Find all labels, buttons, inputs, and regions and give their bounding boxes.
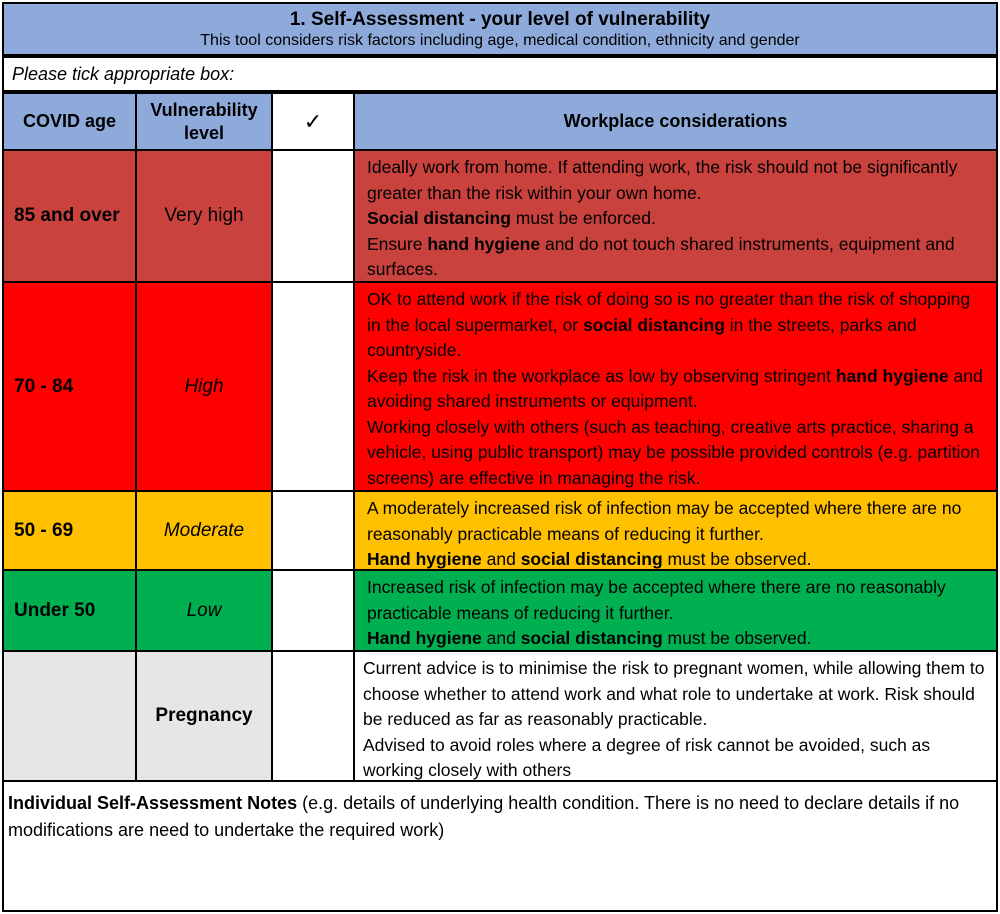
- consideration-text: must be observed.: [662, 549, 812, 569]
- consideration-text: Advised to avoid roles where a degree of risk cannot be avoided, such as working closely with others: [363, 734, 931, 780]
- row-age-85-plus: 85 and over: [2, 149, 137, 283]
- considerations-very-high: [353, 149, 998, 283]
- consideration-emphasis: hand hygiene: [427, 233, 541, 254]
- consideration-line: [367, 575, 988, 626]
- consideration-text: Increased risk of infection may be accepted where there are no reasonably practicable means of reducing it further.: [367, 577, 946, 623]
- row-age-under-50: Under 50: [2, 569, 137, 652]
- row-age-pregnancy: [2, 650, 137, 782]
- consideration-text: Working closely with others (such as teaching, creative arts practice, sharing a vehicle, using public transport) may be possible provided controls (e.g. partition screens) are effective in managing the risk.: [367, 416, 980, 488]
- consideration-line: [367, 496, 988, 547]
- consideration-emphasis: social distancing: [582, 314, 725, 335]
- consideration-text: Keep the risk in the workplace as low by observing stringent: [367, 365, 836, 386]
- considerations-high: [353, 281, 998, 492]
- consideration-line: [363, 733, 988, 784]
- tick-box-high[interactable]: [271, 281, 355, 492]
- consideration-text: Current advice is to minimise the risk to pregnant women, while allowing them to choose whether to attend work and what role to undertake at work. Risk should be reduced as far as reasonably practicable.: [363, 658, 985, 729]
- col-header-workplace-considerations: Workplace considerations: [353, 92, 998, 151]
- consideration-text: in the streets, parks and countryside.: [367, 314, 917, 360]
- consideration-line: [363, 656, 988, 733]
- consideration-emphasis: social distancing: [520, 549, 663, 569]
- tick-box-pregnancy[interactable]: [271, 650, 355, 782]
- row-level-low: Low: [135, 569, 273, 652]
- consideration-text: A moderately increased risk of infection may be accepted where there are no reasonably practicable means of reducing it further.: [367, 498, 962, 544]
- consideration-text: and: [481, 549, 521, 569]
- form-subtitle: This tool considers risk factors including age, medical condition, ethnicity and gender: [200, 32, 800, 49]
- consideration-text: and avoiding shared instruments or equipment.: [367, 365, 983, 411]
- row-age-50-69: 50 - 69: [2, 490, 137, 571]
- consideration-text: Ideally work from home. If attending work, the risk should not be significantly greater than the risk within your own home.: [367, 157, 958, 203]
- consideration-line: [367, 415, 988, 492]
- row-level-pregnancy: Pregnancy: [135, 650, 273, 782]
- consideration-line: [367, 232, 988, 283]
- col-header-vulnerability-level: Vulnerability level: [135, 92, 273, 151]
- col-header-covid-age: COVID age: [2, 92, 137, 151]
- consideration-text: and: [481, 628, 521, 648]
- row-age-70-84: 70 - 84: [2, 281, 137, 492]
- notes-label: Individual Self-Assessment Notes: [8, 793, 298, 813]
- col-header-tick: ✓: [271, 92, 355, 151]
- consideration-text: and do not touch shared instruments, equipment and surfaces.: [367, 233, 955, 279]
- tick-box-very-high[interactable]: [271, 149, 355, 283]
- consideration-text: must be observed.: [662, 628, 812, 648]
- considerations-pregnancy: [353, 650, 998, 782]
- consideration-emphasis: Hand hygiene: [367, 549, 482, 569]
- consideration-line: [367, 155, 988, 206]
- consideration-text: must be enforced.: [510, 208, 656, 228]
- row-level-high: High: [135, 281, 273, 492]
- form-header: [2, 2, 998, 56]
- row-level-very-high: Very high: [135, 149, 273, 283]
- consideration-emphasis: hand hygiene: [835, 365, 949, 386]
- self-assessment-notes[interactable]: [2, 780, 998, 912]
- consideration-text: OK to attend work if the risk of doing so is no greater than the risk of shopping in the local supermarket, or: [367, 289, 971, 335]
- consideration-line: [367, 626, 988, 652]
- notes-hint: (e.g. details of underlying health condition. There is no need to declare details if no modifications are need to undertake the required work): [8, 793, 960, 840]
- considerations-low: [353, 569, 998, 652]
- tick-instruction: Please tick appropriate box:: [2, 56, 998, 92]
- consideration-emphasis: social distancing: [520, 628, 663, 648]
- consideration-emphasis: Hand hygiene: [367, 628, 482, 648]
- form-title: 1. Self-Assessment - your level of vulnerability: [289, 9, 711, 30]
- row-level-moderate: Moderate: [135, 490, 273, 571]
- consideration-text: Ensure: [367, 233, 428, 254]
- tick-box-moderate[interactable]: [271, 490, 355, 571]
- tick-box-low[interactable]: [271, 569, 355, 652]
- consideration-line: [367, 364, 988, 415]
- considerations-moderate: [353, 490, 998, 571]
- consideration-line: [367, 287, 988, 364]
- consideration-line: [367, 206, 988, 232]
- consideration-emphasis: Social distancing: [367, 208, 511, 228]
